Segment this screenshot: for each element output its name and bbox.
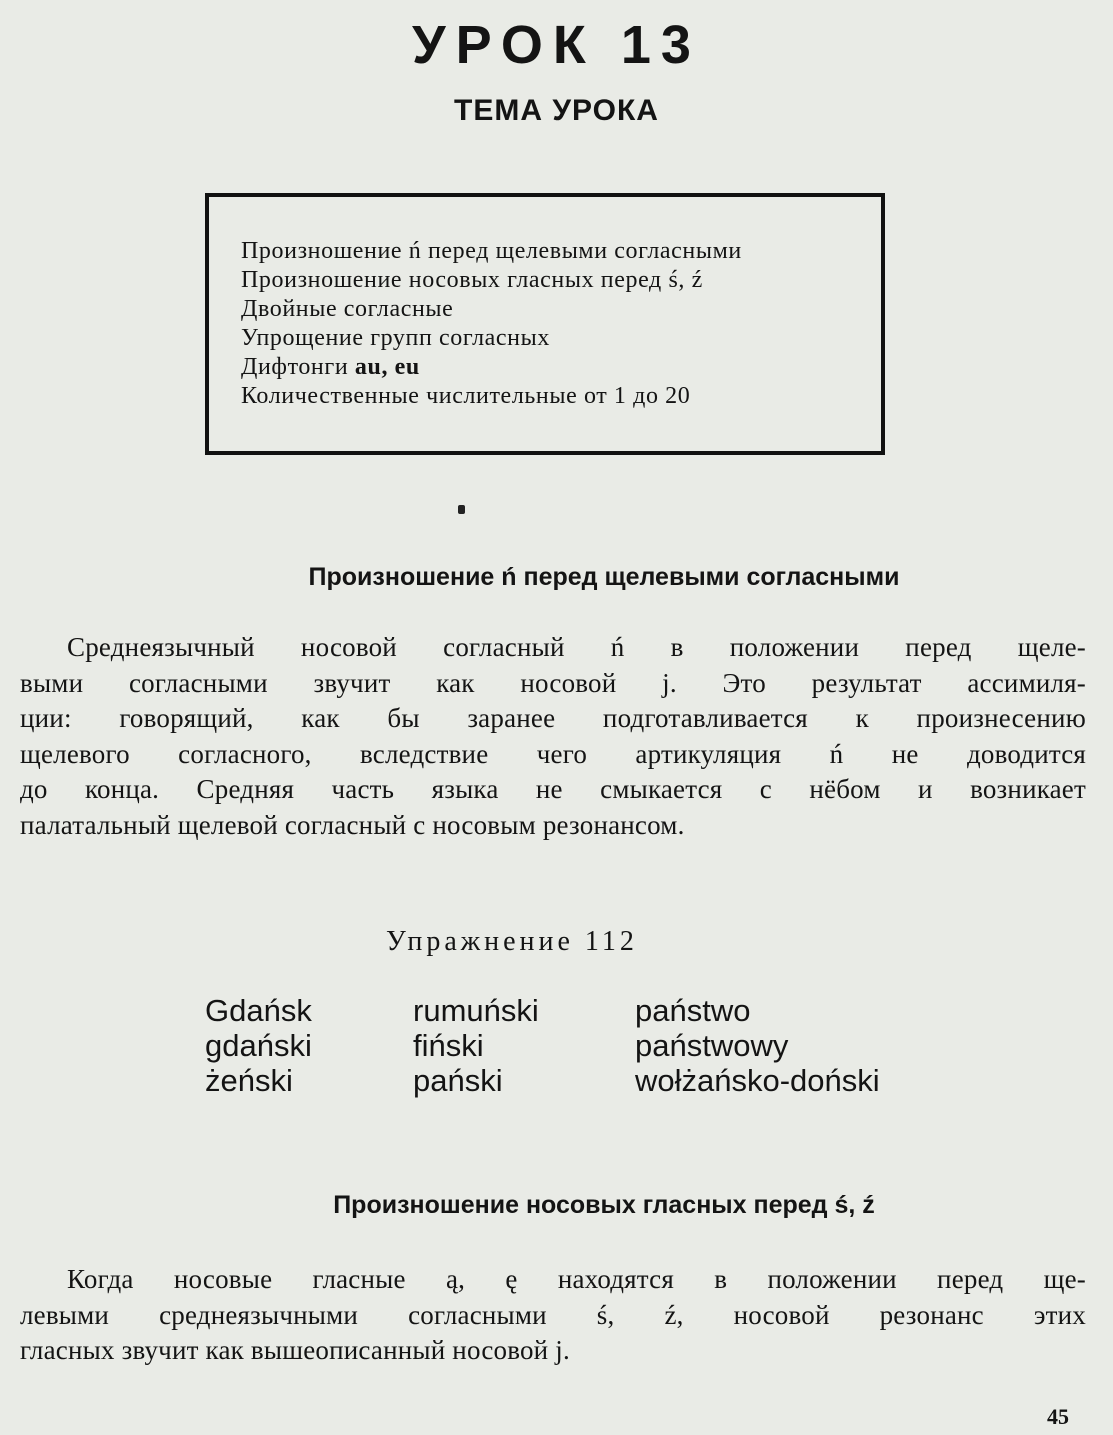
paragraph-line: левыми среднеязычными согласными ś, ź, носовой резонанс этих [20, 1299, 1086, 1330]
section-paragraph [20, 630, 1086, 843]
page-number: 45 [1047, 1404, 1069, 1429]
exercise-title: Упражнение 112 [386, 926, 638, 957]
topic-label: Дифтонги [241, 354, 349, 380]
paragraph-line: до конца. Средняя часть языка не смыкается с нёбом и возникает [20, 774, 1086, 804]
section-paragraph [20, 1262, 1086, 1369]
word-column [635, 993, 880, 1098]
ink-mark [458, 505, 465, 514]
word: Gdańsk [205, 993, 312, 1028]
paragraph-line: выми согласными звучит как носовой j. Это результат ассимиля- [20, 667, 1086, 698]
paragraph-line: ции: говорящий, как бы заранее подготавливается к произнесению [20, 703, 1086, 733]
topic-item: Количественные числительные от 1 до 20 [241, 383, 691, 409]
word: gdański [205, 1028, 312, 1063]
paragraph-line: палатальный щелевой согласный с носовым резонансом. [20, 809, 685, 840]
word: państwo [635, 993, 751, 1028]
section-heading: Произношение носовых гласных перед ś, ź [333, 1191, 875, 1219]
word-column [413, 993, 539, 1098]
lesson-title: УРОК 13 [412, 15, 701, 75]
paragraph-line: щелевого согласного, вследствие чего артикуляция ń не доводится [20, 738, 1086, 769]
topic-item: Произношение ń перед щелевыми согласными [241, 238, 742, 264]
paragraph-line: гласных звучит как вышеописанный носовой j. [20, 1335, 570, 1365]
word: fiński [413, 1028, 484, 1063]
topic-item-diphthongs [241, 353, 881, 382]
topic-item: Произношение носовых гласных перед ś, ź [241, 267, 703, 293]
word: żeński [205, 1063, 293, 1098]
word: państwowy [635, 1028, 789, 1063]
word: pański [413, 1063, 503, 1098]
section-heading: Произношение ń перед щелевыми согласными [308, 563, 900, 591]
lesson-topics-box [205, 193, 885, 455]
word: rumuński [413, 993, 539, 1028]
paragraph-line: Среднеязычный носовой согласный ń в положении перед щеле- [67, 632, 1086, 662]
paragraph-line: Когда носовые гласные ą, ę находятся в положении перед ще- [67, 1264, 1086, 1294]
theme-heading: ТЕМА УРОКА [454, 94, 659, 127]
word-column [205, 993, 312, 1098]
topic-diphthongs-value: au, eu [354, 354, 420, 380]
word: wołżańsko-doński [635, 1063, 880, 1098]
topic-item: Двойные согласные [241, 296, 454, 322]
topic-item: Упрощение групп согласных [241, 325, 550, 351]
